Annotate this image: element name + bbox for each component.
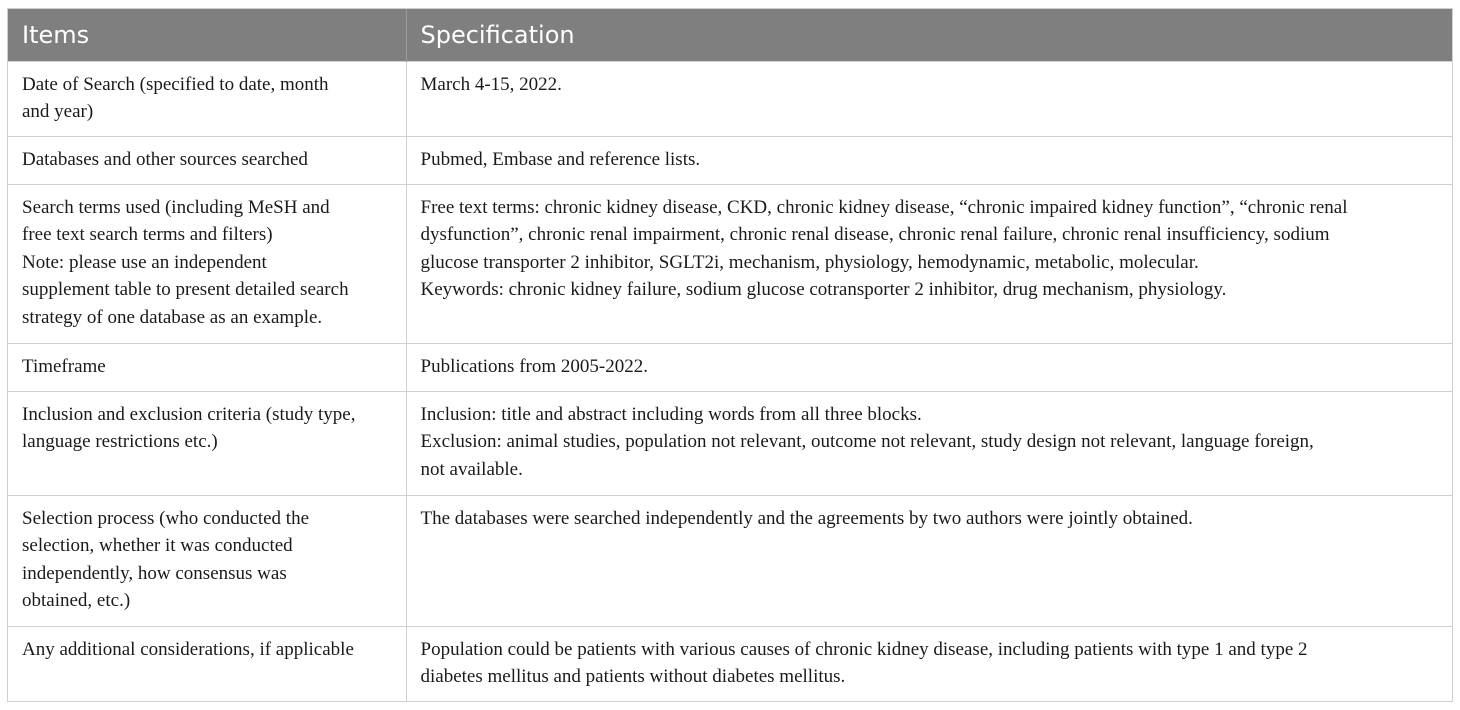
spec-cell bbox=[406, 626, 1452, 701]
spec-line: Publications from 2005-2022. bbox=[420, 355, 648, 377]
spec-line: March 4-15, 2022. bbox=[420, 73, 562, 95]
item-line: Note: please use an independent bbox=[22, 251, 267, 273]
table-row bbox=[8, 136, 1452, 184]
header-specification: Specification bbox=[406, 9, 1452, 61]
spec-line: Keywords: chronic kidney failure, sodium glucose cotransporter 2 inhibitor, drug mechanism, physiology. bbox=[420, 279, 1227, 301]
item-cell bbox=[8, 136, 406, 184]
search-strategy-table bbox=[8, 9, 1452, 701]
item-cell bbox=[8, 184, 406, 343]
search-strategy-table-container bbox=[7, 8, 1453, 702]
spec-cell bbox=[406, 184, 1452, 343]
table-row bbox=[8, 626, 1452, 701]
item-line: language restrictions etc.) bbox=[22, 431, 218, 453]
item-cell bbox=[8, 626, 406, 701]
item-cell bbox=[8, 61, 406, 136]
spec-line: diabetes mellitus and patients without diabetes mellitus. bbox=[420, 666, 846, 688]
spec-line: Free text terms: chronic kidney disease, CKD, chronic kidney disease, “chronic impaired kidney function”, “chronic renal bbox=[420, 196, 1348, 218]
spec-line: The databases were searched independently and the agreements by two authors were jointly obtained. bbox=[420, 507, 1193, 529]
header-items: Items bbox=[22, 20, 90, 49]
table-row bbox=[8, 391, 1452, 495]
table-row bbox=[8, 343, 1452, 391]
spec-cell bbox=[406, 343, 1452, 391]
item-cell bbox=[8, 343, 406, 391]
item-line: Date of Search (specified to date, month bbox=[22, 73, 329, 95]
item-line: Databases and other sources searched bbox=[22, 148, 308, 170]
item-line: obtained, etc.) bbox=[22, 590, 131, 612]
table-row bbox=[8, 495, 1452, 626]
item-cell bbox=[8, 391, 406, 495]
spec-cell bbox=[406, 136, 1452, 184]
item-line: Any additional considerations, if applicable bbox=[22, 638, 354, 660]
item-line: Timeframe bbox=[22, 355, 106, 377]
spec-line: Exclusion: animal studies, population not relevant, outcome not relevant, study design not relevant, language foreign, bbox=[420, 431, 1314, 453]
spec-line: Inclusion: title and abstract including words from all three blocks. bbox=[420, 403, 922, 425]
item-line: Selection process (who conducted the bbox=[22, 507, 310, 529]
spec-line: not available. bbox=[420, 458, 523, 480]
spec-line: glucose transporter 2 inhibitor, SGLT2i, mechanism, physiology, hemodynamic, metabolic, molecular. bbox=[420, 251, 1199, 273]
spec-line: Pubmed, Embase and reference lists. bbox=[420, 148, 701, 170]
item-line: Inclusion and exclusion criteria (study type, bbox=[22, 403, 356, 425]
table-row bbox=[8, 61, 1452, 136]
item-line: and year) bbox=[22, 101, 94, 123]
spec-cell bbox=[406, 61, 1452, 136]
item-line: strategy of one database as an example. bbox=[22, 306, 323, 328]
table-header-row bbox=[8, 9, 1452, 61]
item-line: selection, whether it was conducted bbox=[22, 535, 293, 557]
spec-line: Population could be patients with various causes of chronic kidney disease, including patients with type 1 and type 2 bbox=[420, 638, 1308, 660]
table-row bbox=[8, 184, 1452, 343]
item-line: independently, how consensus was bbox=[22, 562, 287, 584]
item-line: supplement table to present detailed search bbox=[22, 279, 349, 301]
item-cell bbox=[8, 495, 406, 626]
spec-line: dysfunction”, chronic renal impairment, chronic renal disease, chronic renal failure, chronic renal insufficiency, sodium bbox=[420, 224, 1330, 246]
spec-cell bbox=[406, 391, 1452, 495]
item-line: Search terms used (including MeSH and bbox=[22, 196, 330, 218]
spec-cell bbox=[406, 495, 1452, 626]
item-line: free text search terms and filters) bbox=[22, 224, 273, 246]
